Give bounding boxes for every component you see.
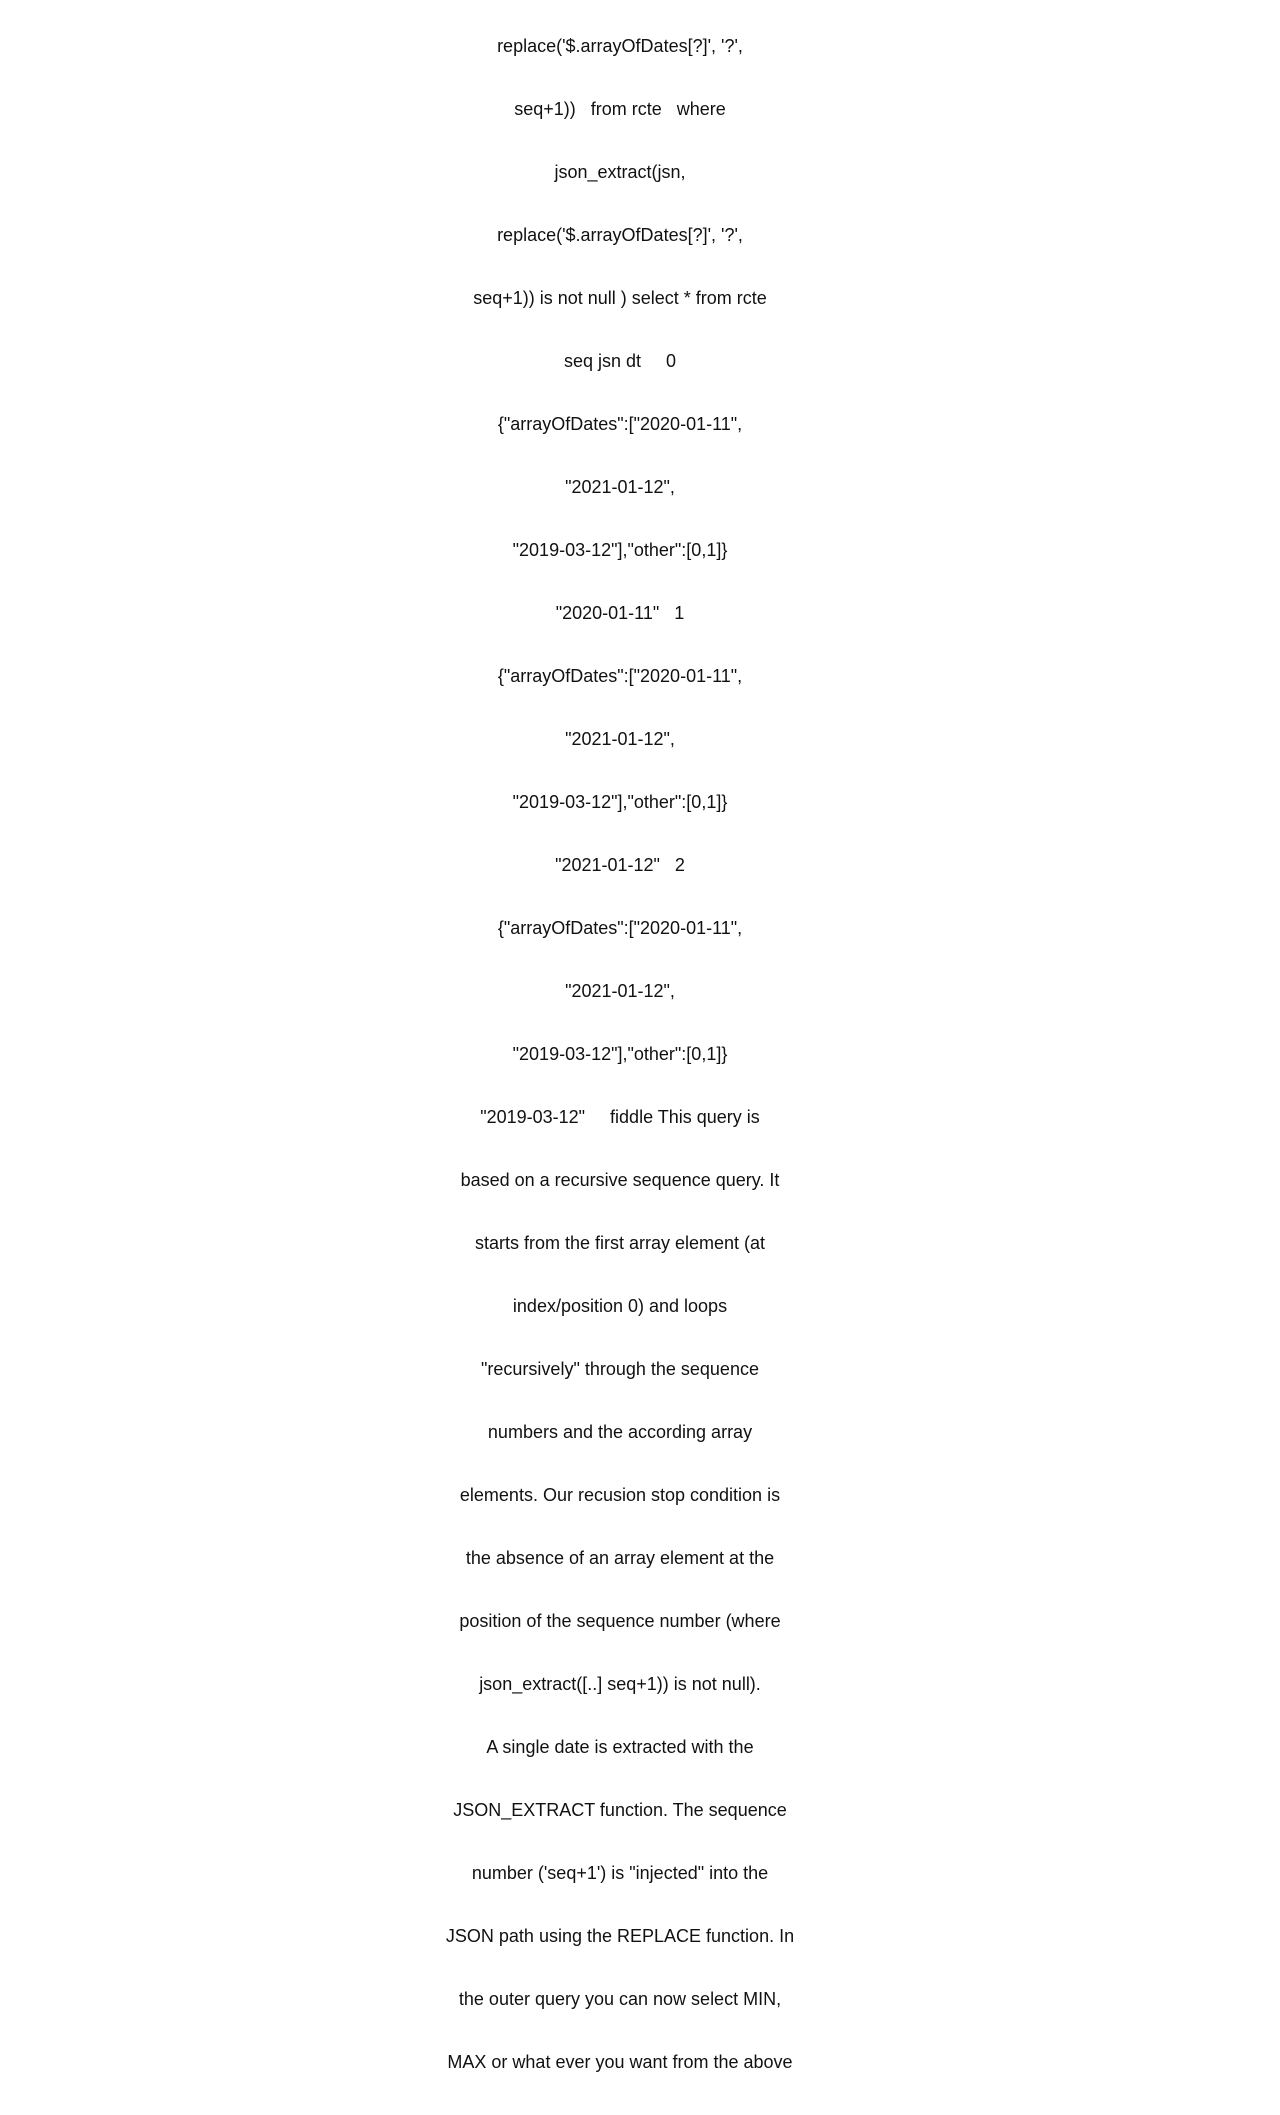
text-line: index/position 0) and loops [512,1296,728,1316]
text-line: MAX or what ever you want from the above [447,2052,793,2072]
text-line: "2019-03-12"],"other":[0,1]} [512,1044,728,1064]
text-line: {"arrayOfDates":["2020-01-11", [497,414,743,434]
text-line: seq+1)) from rcte where [514,99,726,119]
text-line: "2021-01-12", [565,729,675,749]
text-line: JSON_EXTRACT function. The sequence [453,1800,787,1820]
text-line: "2021-01-12" 2 [555,855,685,875]
text-line: based on a recursive sequence query. It [460,1170,780,1190]
text-line: the absence of an array element at the [465,1548,775,1568]
text-line: starts from the first array element (at [474,1233,766,1253]
text-line: json_extract([..] seq+1)) is not null). [479,1674,761,1694]
article-text [440,0,800,2115]
text-line: elements. Our recusion stop condition is [459,1485,781,1505]
text-line: "2019-03-12" fiddle This query is [480,1107,760,1127]
text-line: {"arrayOfDates":["2020-01-11", [497,666,743,686]
text-line: replace('$.arrayOfDates[?]', '?', [497,225,743,245]
text-line: {"arrayOfDates":["2020-01-11", [497,918,743,938]
text-line: "2019-03-12"],"other":[0,1]} [512,792,728,812]
text-line: JSON path using the REPLACE function. In [445,1926,795,1946]
text-line: "recursively" through the sequence [481,1359,759,1379]
text-line: "2019-03-12"],"other":[0,1]} [512,540,728,560]
text-line: position of the sequence number (where [459,1611,781,1631]
text-line: "2020-01-11" 1 [555,603,685,623]
text-line: the outer query you can now select MIN, [458,1989,782,2009]
text-line: A single date is extracted with the [486,1737,754,1757]
text-line: numbers and the according array [487,1422,753,1442]
text-line: "2021-01-12", [565,981,675,1001]
text-line: seq jsn dt 0 [563,351,677,371]
text-line: json_extract(jsn, [554,162,686,182]
text-line: seq+1)) is not null ) select * from rcte [473,288,767,308]
text-line: number ('seq+1') is "injected" into the [471,1863,769,1883]
text-line: "2021-01-12", [565,477,675,497]
text-line: replace('$.arrayOfDates[?]', '?', [497,36,743,56]
